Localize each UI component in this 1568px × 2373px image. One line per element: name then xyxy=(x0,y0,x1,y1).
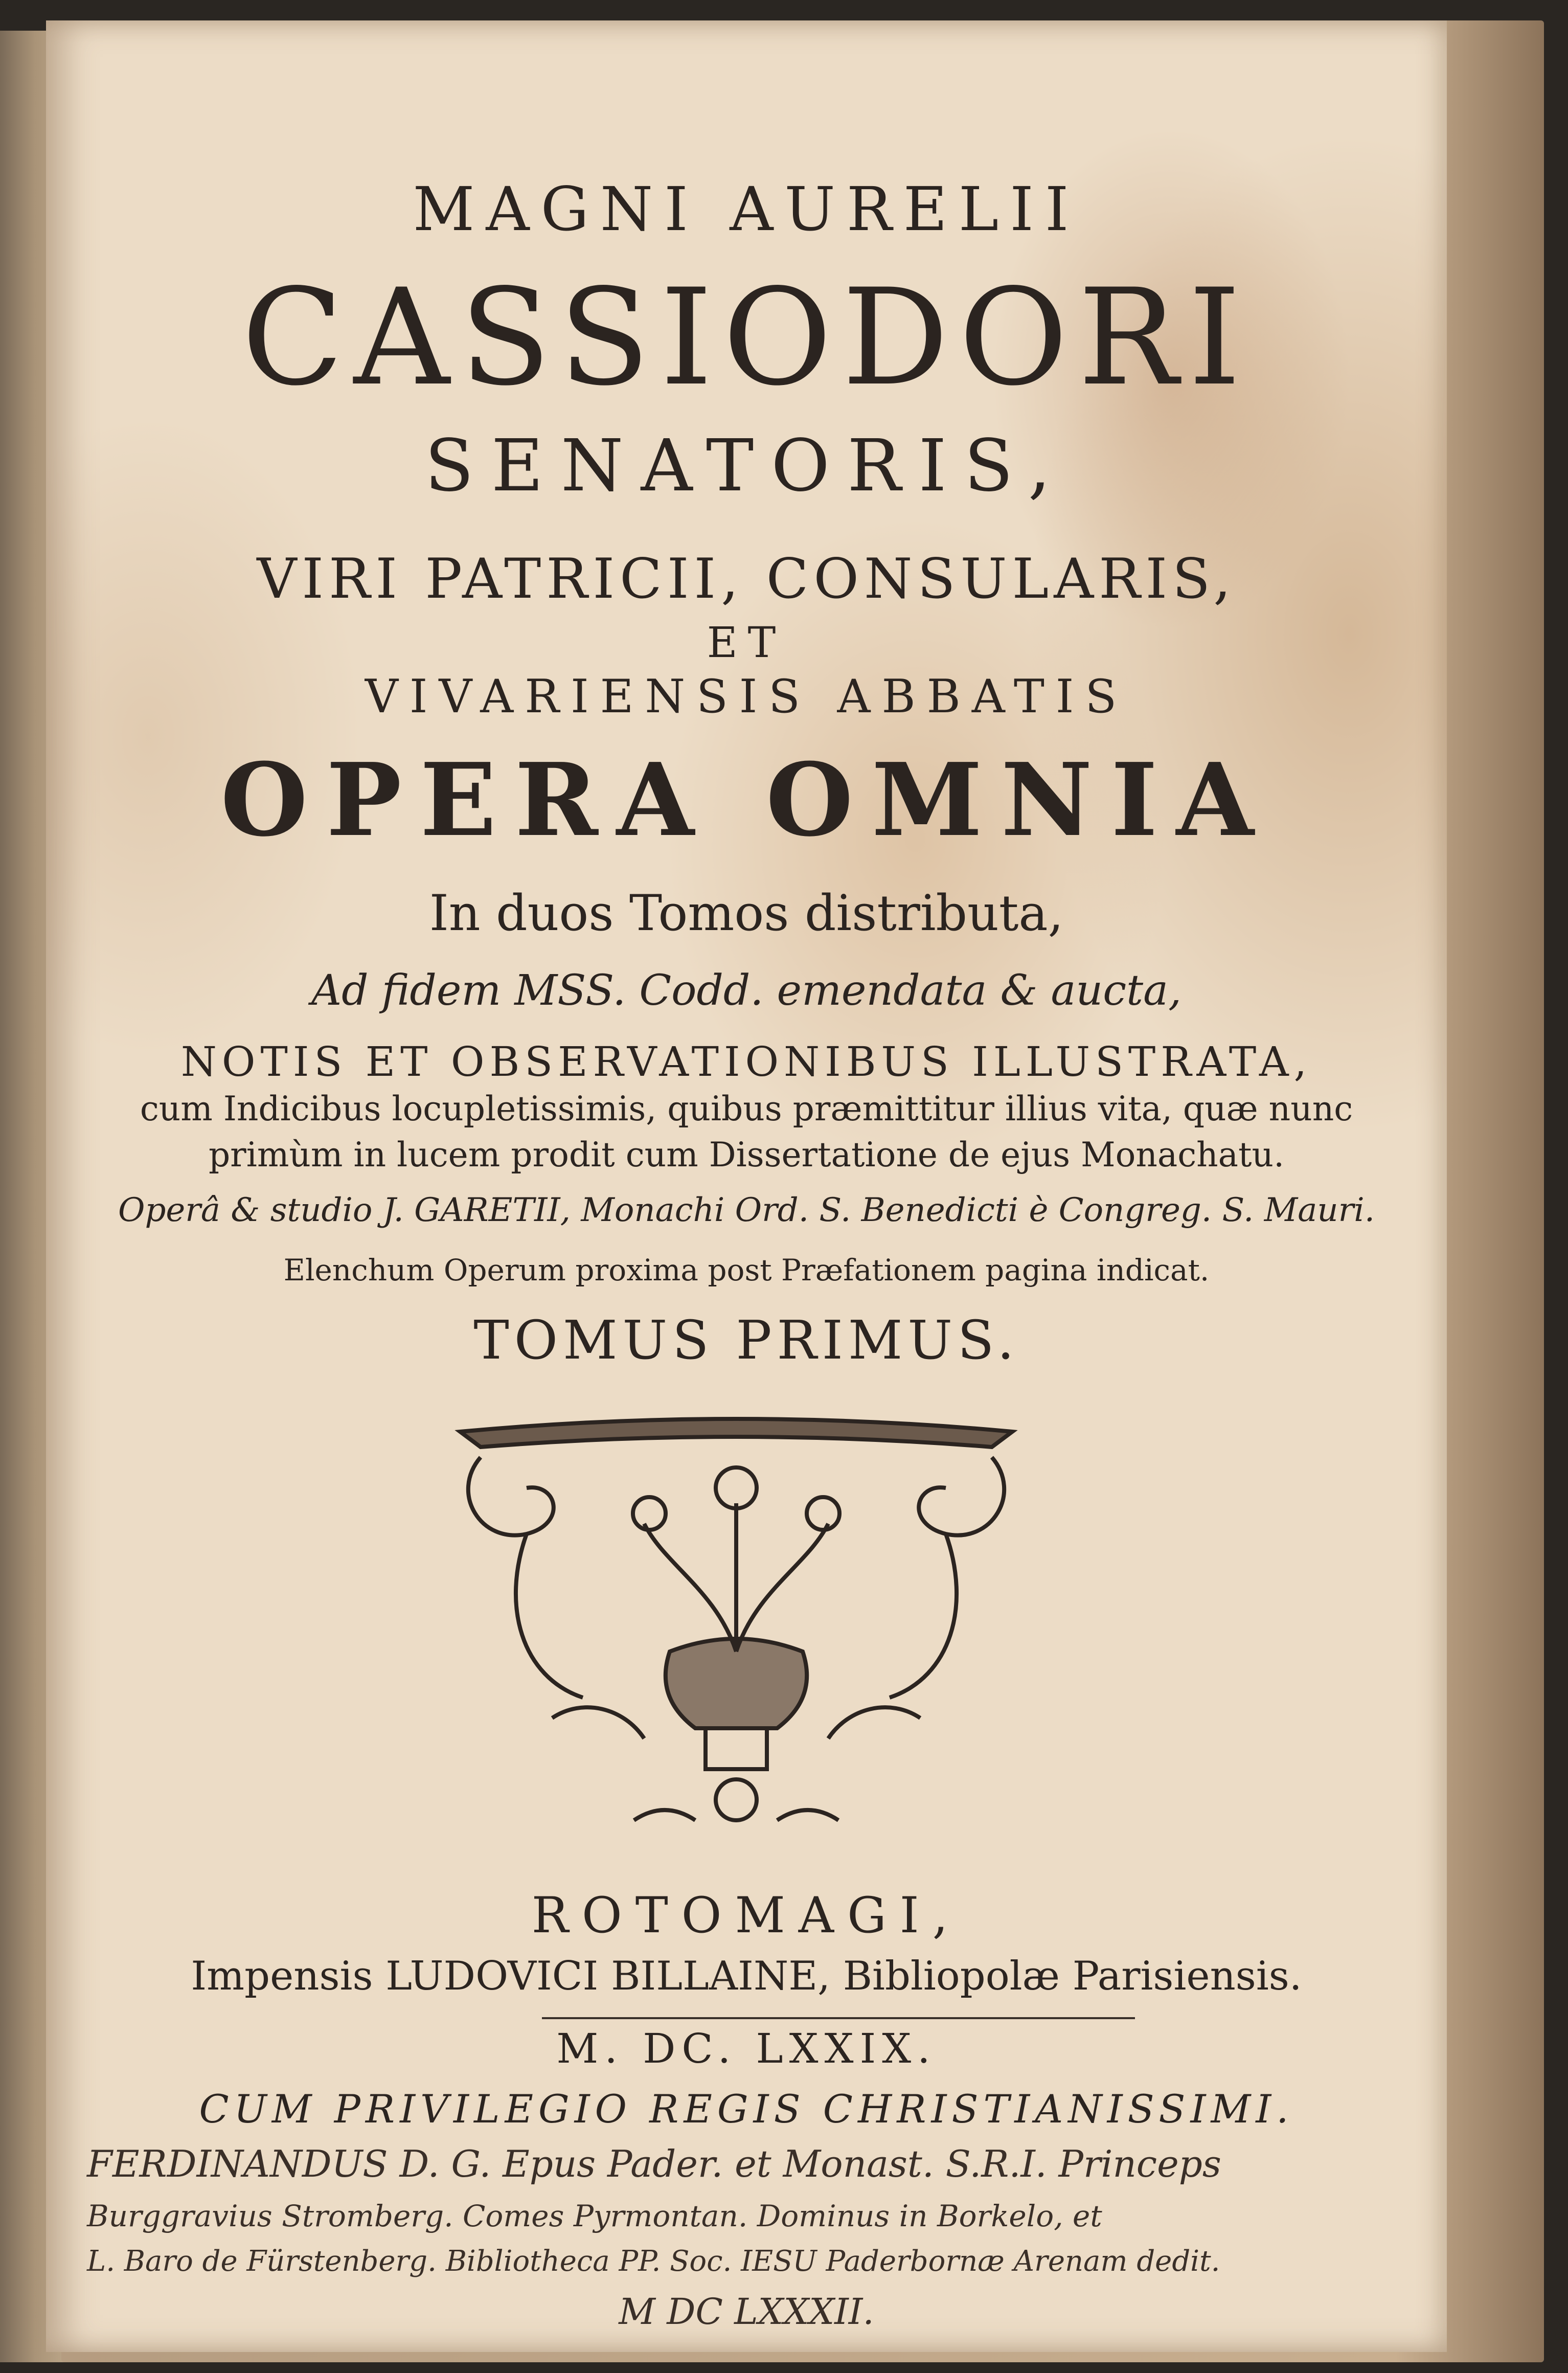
inscription-date: M DC LXXXII. xyxy=(619,2291,874,2333)
indices-note-2: primùm in lucem prodit cum Dissertatione de ejus Monachatu. xyxy=(208,1135,1285,1174)
author-praenomen: MAGNI AURELII xyxy=(413,174,1080,244)
author-name: CASSIODORI xyxy=(241,261,1252,415)
manuscripts-note: Ad fidem MSS. Codd. emendata & aucta, xyxy=(311,966,1182,1015)
inscription-line-3: L. Baro de Fürstenberg. Bibliotheca PP. Soc. IESU Paderbornæ Arenam dedit. xyxy=(87,2245,1220,2278)
notes-heading: NOTIS ET OBSERVATIONIBUS ILLUSTRATA, xyxy=(180,1038,1312,1086)
author-title-patrician: VIRI PATRICII, CONSULARIS, xyxy=(257,547,1236,611)
imprint-publisher: Impensis LUDOVICI BILLAINE, Bibliopolæ Parisiensis. xyxy=(191,1953,1302,1999)
inscription-line-1: FERDINANDUS D. G. Epus Pader. et Monast. S.R.I. Princeps xyxy=(87,2142,1221,2185)
indices-note-1: cum Indicibus locupletissimis, quibus præmittitur illius vita, quæ nunc xyxy=(140,1089,1353,1128)
imprint-date: M. DC. LXXIX. xyxy=(556,2025,937,2072)
printers-ornament-vase xyxy=(450,1411,1022,1846)
contents-note: Elenchum Operum proxima post Præfationem pagina indicat. xyxy=(283,1253,1210,1287)
editor-credit: Operâ & studio J. GARETII, Monachi Ord. S. Benedicti è Congreg. S. Mauri. xyxy=(118,1191,1375,1229)
inscription-line-2: Burggravius Stromberg. Comes Pyrmontan. Dominus in Borkelo, et xyxy=(87,2199,1102,2233)
volumes-note: In duos Tomos distributa, xyxy=(429,885,1064,942)
imprint-rule xyxy=(542,2017,1135,2019)
author-title-senator: SENATORIS, xyxy=(424,424,1069,508)
work-title: OPERA OMNIA xyxy=(220,741,1272,859)
author-title-abbot: VIVARIENSIS ABBATIS xyxy=(365,670,1128,724)
imprint-place: ROTOMAGI, xyxy=(531,1887,962,1944)
privilege-line: CUM PRIVILEGIO REGIS CHRISTIANISSIMI. xyxy=(199,2086,1294,2132)
volume-label: TOMUS PRIMUS. xyxy=(473,1309,1019,1371)
title-page xyxy=(46,20,1447,2352)
conjunction-et: ET xyxy=(707,619,786,667)
